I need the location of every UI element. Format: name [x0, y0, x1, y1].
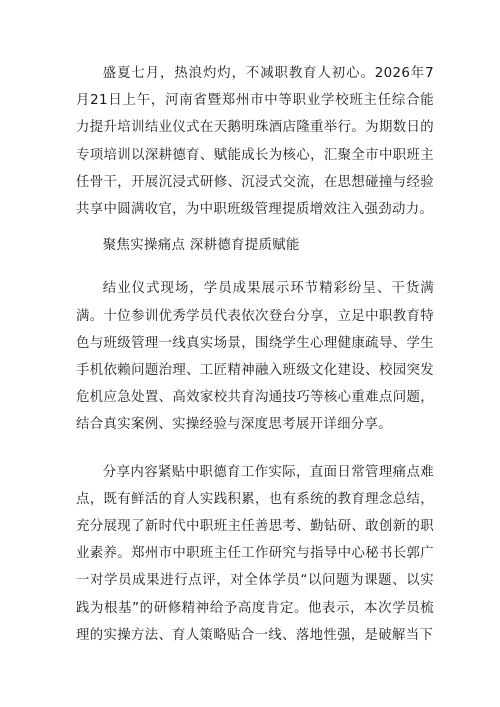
document-page	[76, 60, 434, 649]
body-paragraph-1: 结业仪式现场，学员成果展示环节精彩纷呈、干货满满。十位参训优秀学员代表依次登台分享，立足中职教育特色与班级管理一线真实场景，围绕学生心理健康疏导、学生手机依赖问题治理、工匠精神融入班级文化建设、校园突发危机应急处置、高效家校共育沟通技巧等核心重难点问题，结合真实案例、实操经验与深度思考展开详细分享。	[76, 281, 434, 433]
body-paragraph-2: 分享内容紧贴中职德育工作实际，直面日常管理痛点难点，既有鲜活的育人实践积累，也有系统的教育理念总结，充分展现了新时代中职班主任善思考、勤钻研、敢创新的职业素养。郑州市中职班主任工作研究与指导中心秘书长郭广一对学员成果进行点评，对全体学员“以问题为课题、以实践为根基”的研修精神给予高度肯定。他表示，本次学员梳理的实操方法、育人策略贴合一线、落地性强，是破解当下	[76, 464, 434, 643]
section-heading: 聚焦实操痛点 深耕德育提质赋能	[102, 238, 300, 254]
intro-paragraph: 盛夏七月，热浪灼灼，不减职教育人初心。2026年7月21日上午，河南省暨郑州市中等职业学校班主任综合能力提升培训结业仪式在天鹅明珠酒店隆重举行。为期数日的专项培训以深耕德育、赋能成长为核心，汇聚全市中职班主任骨干，开展沉浸式研修、沉浸式交流，在思想碰撞与经验共享中圆满收官，为中职班级管理提质增效注入强劲动力。	[76, 66, 434, 218]
